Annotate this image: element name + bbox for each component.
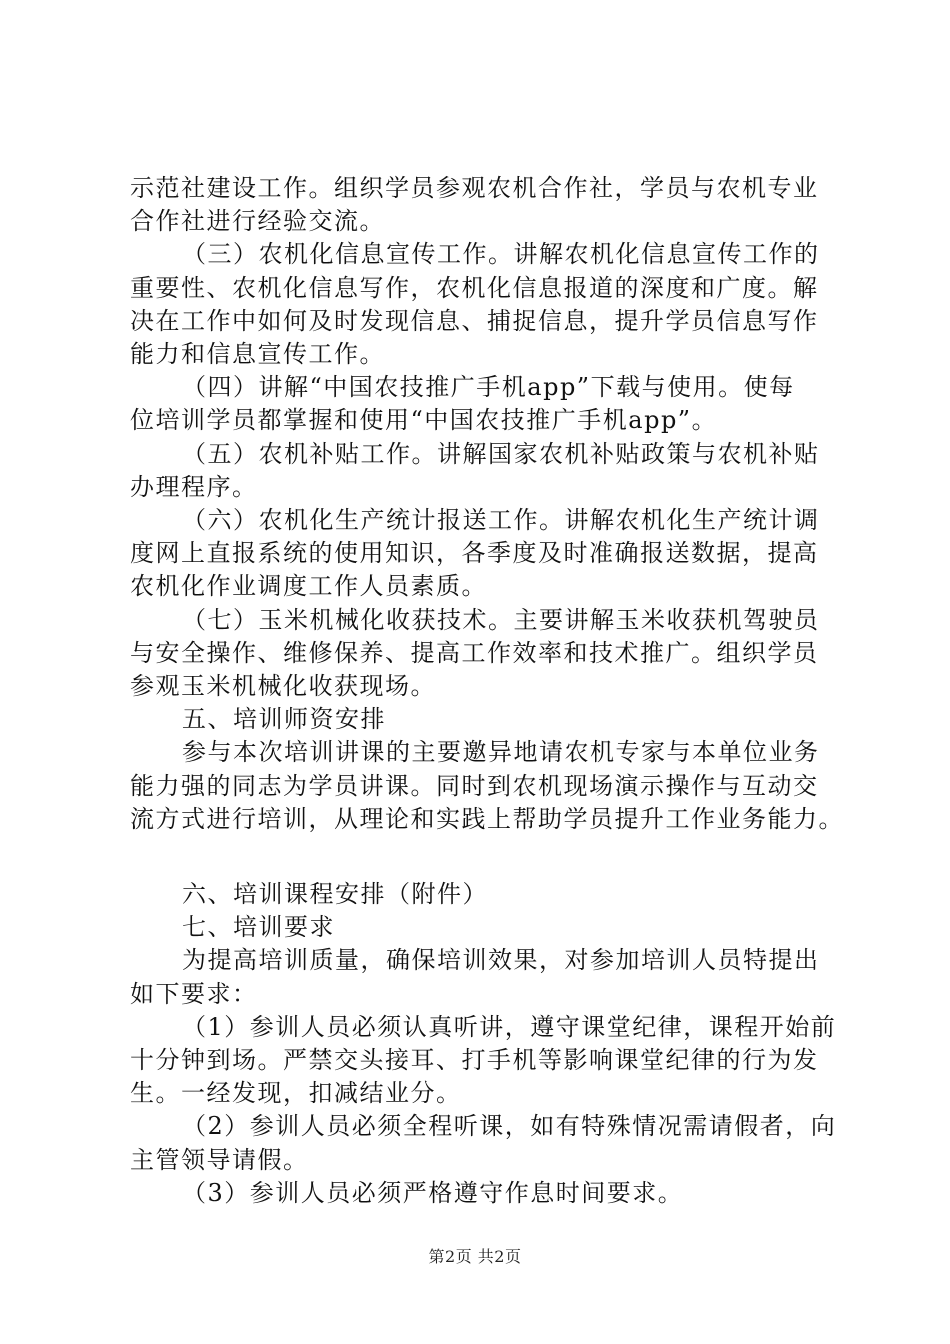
text-line: （1）参训人员必须认真听讲，遵守课堂纪律，课程开始前 <box>182 1012 837 1041</box>
text-line: （2）参训人员必须全程听课，如有特殊情况需请假者，向 <box>182 1112 837 1141</box>
text-line: 办理程序。 <box>130 472 258 501</box>
text-line: 为提高培训质量，确保培训效果，对参加培训人员特提出 <box>182 946 820 975</box>
text-line: 位培训学员都掌握和使用“中国农技推广手机app”。 <box>130 406 718 435</box>
text-line: 度网上直报系统的使用知识，各季度及时准确报送数据，提高 <box>130 539 819 568</box>
text-line: 五、培训师资安排 <box>182 705 386 734</box>
text-line: 决在工作中如何及时发现信息、捕捉信息，提升学员信息写作 <box>130 306 819 335</box>
text-line: 如下要求： <box>130 979 258 1008</box>
text-line: 六、培训课程安排（附件） <box>182 880 488 909</box>
text-line: 参观玉米机械化收获现场。 <box>130 672 436 701</box>
text-line: 合作社进行经验交流。 <box>130 207 385 236</box>
text-line: （五）农机补贴工作。讲解国家农机补贴政策与农机补贴 <box>182 439 820 468</box>
text-line: （七）玉米机械化收获技术。主要讲解玉米收获机驾驶员 <box>182 605 820 634</box>
text-line: 参与本次培训讲课的主要邀异地请农机专家与本单位业务 <box>182 738 820 767</box>
text-line: 示范社建设工作。组织学员参观农机合作社，学员与农机专业 <box>130 174 819 202</box>
text-line: （3）参训人员必须严格遵守作息时间要求。 <box>182 1178 684 1207</box>
text-line: 主管领导请假。 <box>130 1145 309 1174</box>
text-line: 流方式进行培训，从理论和实践上帮助学员提升工作业务能力。 <box>130 804 844 833</box>
text-line: （三）农机化信息宣传工作。讲解农机化信息宣传工作的 <box>182 240 820 269</box>
text-line: 能力强的同志为学员讲课。同时到农机现场演示操作与互动交 <box>130 771 819 800</box>
text-line: （四）讲解“中国农技推广手机app”下载与使用。使每 <box>182 373 795 402</box>
text-line: 十分钟到场。严禁交头接耳、打手机等影响课堂纪律的行为发 <box>130 1046 819 1075</box>
text-line: （六）农机化生产统计报送工作。讲解农机化生产统计调 <box>182 506 820 535</box>
text-line: 与安全操作、维修保养、提高工作效率和技术推广。组织学员 <box>130 638 819 667</box>
text-line: 生。一经发现，扣减结业分。 <box>130 1079 462 1108</box>
text-line: 农机化作业调度工作人员素质。 <box>130 572 487 601</box>
page-number-footer: 第2页 共2页 <box>428 1247 522 1266</box>
text-line: 能力和信息宣传工作。 <box>130 340 385 369</box>
document-body <box>130 172 844 1210</box>
paragraph-gap <box>130 836 830 878</box>
text-line: 重要性、农机化信息写作，农机化信息报道的深度和广度。解 <box>130 273 819 302</box>
text-line: 七、培训要求 <box>182 913 335 942</box>
